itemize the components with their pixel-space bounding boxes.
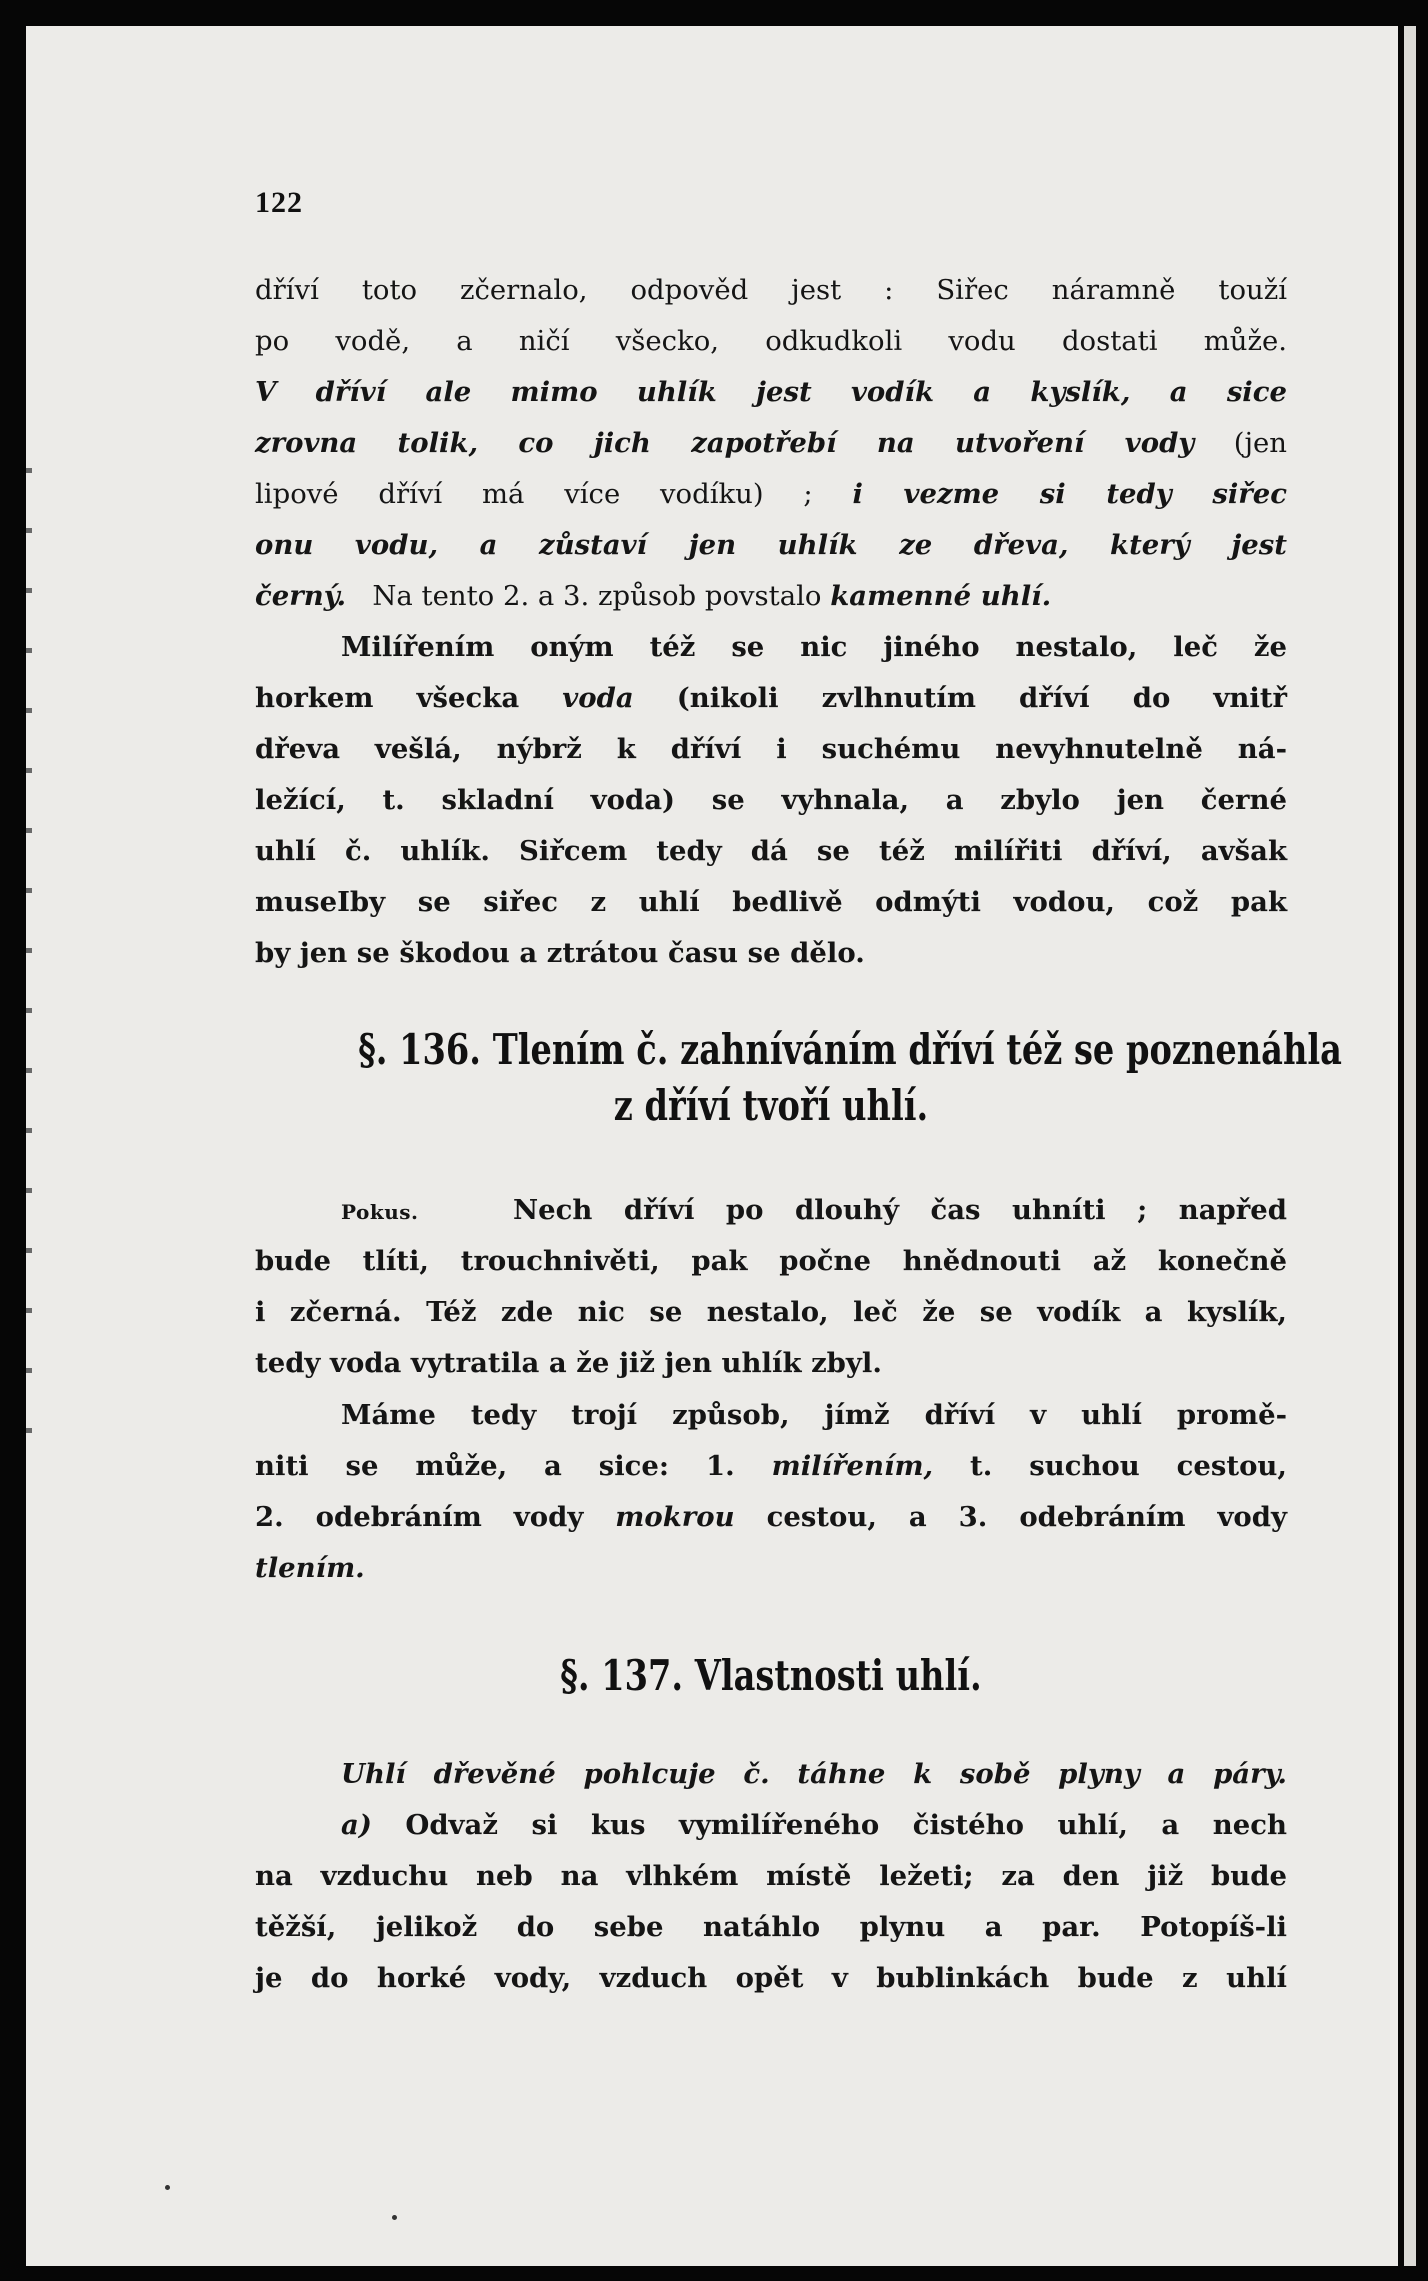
text-span: Nech dříví po dlouhý čas uhníti ; napřed (512, 1194, 1287, 1226)
italic-text: černý. (255, 580, 347, 612)
text-line (255, 1185, 1287, 1236)
text-line (255, 1441, 1287, 1492)
speck (165, 2185, 170, 2190)
text-line: Milířením oným též se nic jiného nestalo, leč že (341, 631, 1287, 663)
italic-text: voda (562, 682, 634, 714)
text-line: Uhlí dřevěné pohlcuje č. táhne k sobě plyny a páry. (341, 1758, 1287, 1790)
text-line: bude tlíti, trouchnivěti, pak počne hnědnouti až konečně (255, 1245, 1287, 1277)
text-line (255, 469, 1287, 520)
text-line (255, 1492, 1287, 1543)
text-line: tedy voda vytratila a že již jen uhlík zbyl. (255, 1347, 882, 1379)
paragraph-4 (255, 1390, 1287, 1594)
heading-line: z dříví tvoří uhlí. (613, 1081, 929, 1130)
binding-edge (26, 440, 32, 1480)
text-line: i zčerná. Též zde nic se nestalo, leč že se vodík a kyslík, (255, 1296, 1287, 1328)
paragraph-5 (255, 1749, 1287, 1800)
text-span: lipové dříví má více vodíku) ; (255, 478, 813, 510)
text-span: t. suchou cestou, (970, 1450, 1288, 1482)
paragraph-6 (255, 1800, 1287, 2004)
text-span: Na tento 2. a 3. způsob povstalo (372, 580, 822, 612)
text-line: by jen se škodou a ztrátou času se dělo. (255, 937, 865, 969)
paragraph-1 (255, 265, 1287, 622)
paragraph-2 (255, 622, 1287, 979)
italic-text: milířením, (771, 1450, 934, 1482)
italic-text: a) (341, 1809, 372, 1841)
heading-line: §. 137. Vlastnosti uhlí. (560, 1651, 982, 1700)
text-span: (nikoli zvlhnutím dříví do vnitř (676, 682, 1288, 714)
text-line (255, 418, 1287, 469)
paragraph-3 (255, 1185, 1287, 1389)
speck (392, 2215, 397, 2220)
text-line: dřeva vešlá, nýbrž k dříví i suchému nevyhnutelně ná- (255, 733, 1287, 765)
text-line: V dříví ale mimo uhlík jest vodík a kyslík, a sice (255, 376, 1287, 408)
text-line: těžší, jelikož do sebe natáhlo plynu a par. Potopíš-li (255, 1911, 1287, 1943)
italic-text: mokrou (615, 1501, 735, 1533)
section-heading-136 (358, 1022, 1342, 1134)
italic-text: i vezme si tedy siřec (852, 478, 1287, 510)
text-line: po vodě, a ničí všecko, odkudkoli vodu dostati může. (255, 325, 1287, 357)
text-span: cestou, a 3. odebráním vody (766, 1501, 1287, 1533)
pokus-label: Pokus. (341, 1200, 419, 1224)
text-span: horkem všecka (255, 682, 520, 714)
text-line (255, 1800, 1287, 1851)
heading-line: §. 136. Tlením č. zahníváním dříví též se poznenáhla (358, 1025, 1342, 1074)
text-span: 2. odebráním vody (255, 1501, 584, 1533)
italic-text: zrovna tolik, co jich zapotřebí na utvoření vody (255, 427, 1195, 459)
italic-text: kamenné uhlí. (830, 580, 1052, 612)
text-span: (jen (1233, 427, 1287, 459)
text-line (255, 673, 1287, 724)
text-span: niti se může, a sice: 1. (255, 1450, 735, 1482)
text-line: dříví toto zčernalo, odpověd jest : Siřec náramně touží (255, 274, 1287, 306)
text-line (255, 571, 1287, 622)
text-line: ležící, t. skladní voda) se vyhnala, a zbylo jen černé (255, 784, 1287, 816)
facing-page-edge (1404, 26, 1416, 2266)
text-line: onu vodu, a zůstaví jen uhlík ze dřeva, který jest (255, 529, 1287, 561)
text-line: museIby se siřec z uhlí bedlivě odmýti vodou, což pak (255, 886, 1287, 918)
section-heading-137 (358, 1648, 1184, 1704)
text-line: Máme tedy trojí způsob, jímž dříví v uhlí promě- (341, 1399, 1287, 1431)
text-line: na vzduchu neb na vlhkém místě ležeti; za den již bude (255, 1860, 1287, 1892)
text-line: tlením. (255, 1552, 365, 1584)
text-line: uhlí č. uhlík. Siřcem tedy dá se též milířiti dříví, avšak (255, 835, 1287, 867)
text-span: Odvaž si kus vymilířeného čistého uhlí, a nech (405, 1809, 1287, 1841)
page-number: 122 (255, 186, 303, 219)
text-line: je do horké vody, vzduch opět v bublinkách bude z uhlí (255, 1962, 1287, 1994)
